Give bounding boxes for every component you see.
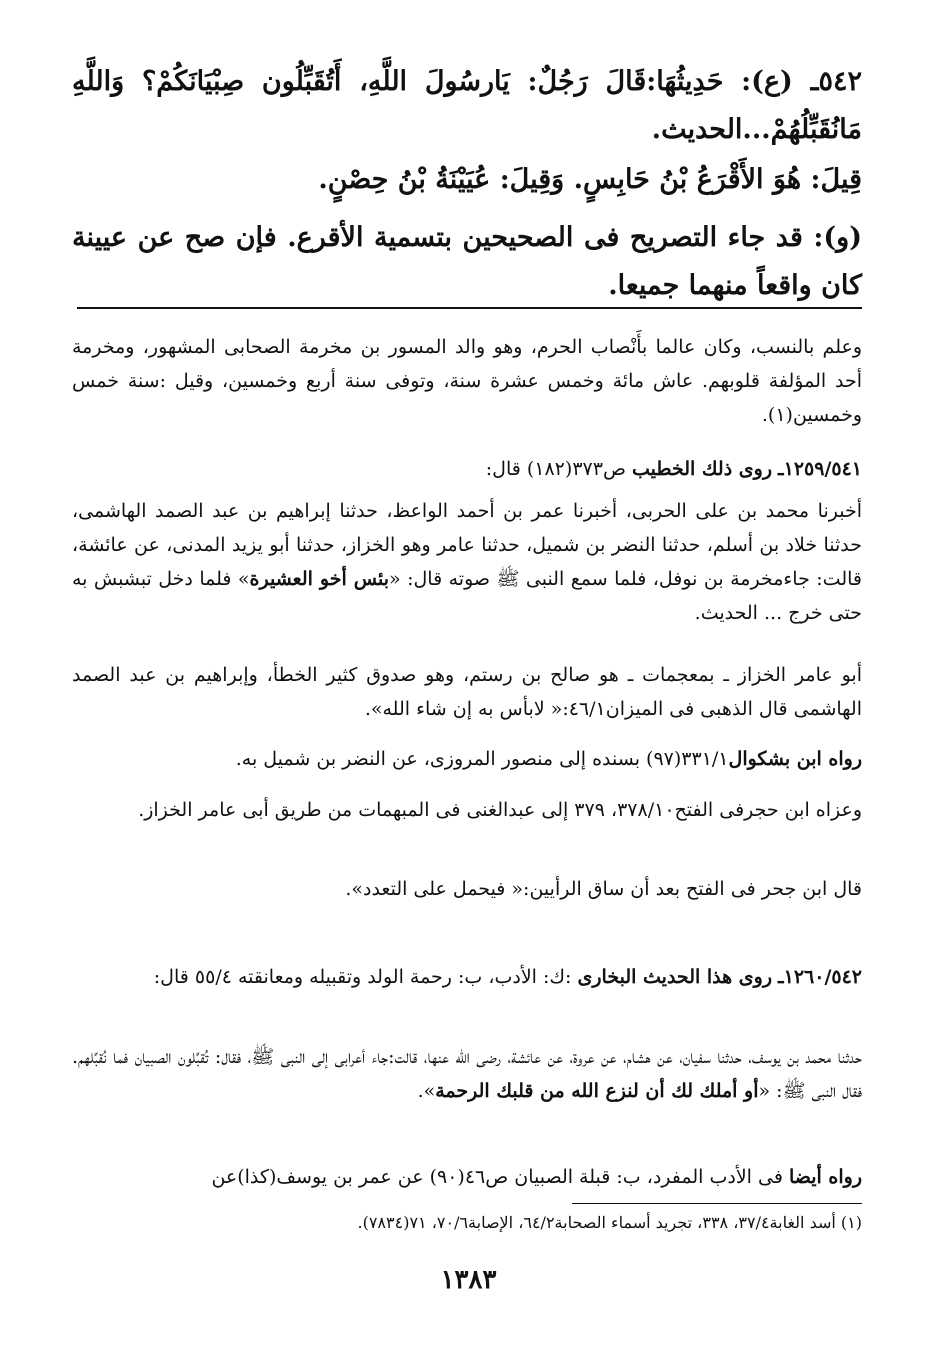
source-heading-1260: [72, 960, 862, 994]
narration-ref: فى الأدب المفرد، ب: قبلة الصبيان ص٤٦(٩٠) عن عمر بن يوسف(كذا)عن: [211, 1166, 783, 1188]
isnad-end: » فلما دخل تبشبش به حتى خرج ... الحديث.: [72, 568, 862, 624]
isnad-text: أخبرنا محمد بن على الحربى، أخبرنا عمر بن أحمد الواعظ، حدثنا إبراهيم بن عبد الصمد الهاشمى، حدثنا خلاد بن أسلم، حدثنا النضر بن شميل، حدثنا عامر وهو الخزاز، حدثنا أبو يزيد المدنى، عن عائشة، قالت: جاءمخرمة بن نوفل، فلما سمع النبى ﷺ صوته قال: «: [72, 500, 862, 590]
source-title: روى هذا الحديث البخارى: [577, 966, 772, 988]
hadith-number: ٥٤٢ـ: [810, 66, 863, 97]
source-title: روى ذلك الخطيب: [631, 458, 772, 480]
isnad-text: حدثنا محمد بن يوسف، حدثنا سفيان، عن هشام، عن عروة، عن عائشة، رضى الله عنها، قالت:جاء أعرابى إلى النبى ﷺ، فقال: تُقبِّلون الصبيان فما نُقبِّلهم. فقال النبى ﷺ: «: [72, 1046, 862, 1102]
adab-mufrad-paragraph: [72, 1160, 862, 1194]
narrator-name: رواه أيضا: [788, 1166, 862, 1188]
narration-ref: ٣٣١/١(٩٧) بسنده إلى منصور المروزى، عن النضر بن شميل به.: [235, 748, 729, 770]
source-number: ١٢٥٩/٥٤١ـ: [778, 458, 862, 480]
attribution-paragraph: وعزاه ابن حجرفى الفتح٣٧٨/١٠، ٣٧٩ إلى عبدالغنى فى المبهمات من طريق أبى عامر الخزاز.: [138, 799, 862, 821]
hadith-qila: قِيلَ: هُوَ الأَقْرَعُ بْنُ حَابِسٍ. وَقِيلَ: عُيَيْنَةُ بْنُ حِصْنٍ.: [318, 164, 862, 195]
section-divider: [77, 307, 862, 309]
ibn-bashkuwal-paragraph: [72, 742, 862, 776]
narrator-note: أبو عامر الخزاز ـ بمعجمات ـ هو صالح بن رستم، وهو صدوق كثير الخطأ، وإبراهيم بن عبد الصمد الهاشمى قال الذهبى فى الميزان٤٦/١:« لابأس به إن شاء الله».: [72, 664, 862, 720]
ibn-hajar-note: قال ابن جحر فى الفتح بعد أن ساق الرأيين:« فيحمل على التعدد».: [345, 878, 862, 900]
source-number: ١٢٦٠/٥٤٢ـ: [778, 966, 862, 988]
hadith-text: [72, 58, 862, 154]
hadith-line: (ع): حَدِيثُهَا:قَالَ رَجُلٌ: يَارسُولَ اللَّهِ، أَتُقَبِّلُون صِبْيَانَكُمْ؟ وَاللَّهِ مَانُقَبِّلُهُمْ...الحديث.: [72, 66, 862, 145]
footnote: (١) أسد الغابة٣٧/٤، ٣٣٨، تجريد أسماء الصحابة٦٤/٢، الإصابة٧٠/٦، ٧١(٧٨٣٤).: [357, 1213, 862, 1232]
quote-end: ».: [417, 1080, 436, 1102]
source-heading-1259: [72, 452, 862, 486]
page-number: ١٣٨٣: [440, 1265, 497, 1295]
hadith-waw: (و): قد جاء التصريح فى الصحيحين بتسمية الأقرع. فإن صح عن عيينة كان واقعاً منهما جميعا.: [72, 222, 862, 301]
source-ref: :ك: الأدب، ب: رحمة الولد وتقبيله ومعانقته ٥٥/٤ قال:: [153, 966, 572, 988]
bukhari-paragraph: [72, 1040, 862, 1108]
commentary-paragraph: وعلم بالنسب، وكان عالما بأَنْصاب الحرم، وهو والد المسور بن مخرمة الصحابى المشهور، ومخرمة أحد المؤلفة قلوبهم. عاش مائة وخمس عشرة سنة، وتوفى سنة أربع وخمسين، وقيل :سنة خمس وخمسين(١).: [72, 336, 862, 426]
isnad-paragraph: [72, 494, 862, 630]
narrator-name: رواه ابن بشكوال: [728, 748, 862, 770]
footnote-divider: [572, 1203, 862, 1204]
hadith-quote: أو أملك لك أن لنزع الله من قلبك الرحمة: [435, 1080, 759, 1102]
hadith-quote: بئس أخو العشيرة: [249, 568, 390, 590]
source-ref: ص٣٧٣(١٨٢) قال:: [485, 458, 626, 480]
